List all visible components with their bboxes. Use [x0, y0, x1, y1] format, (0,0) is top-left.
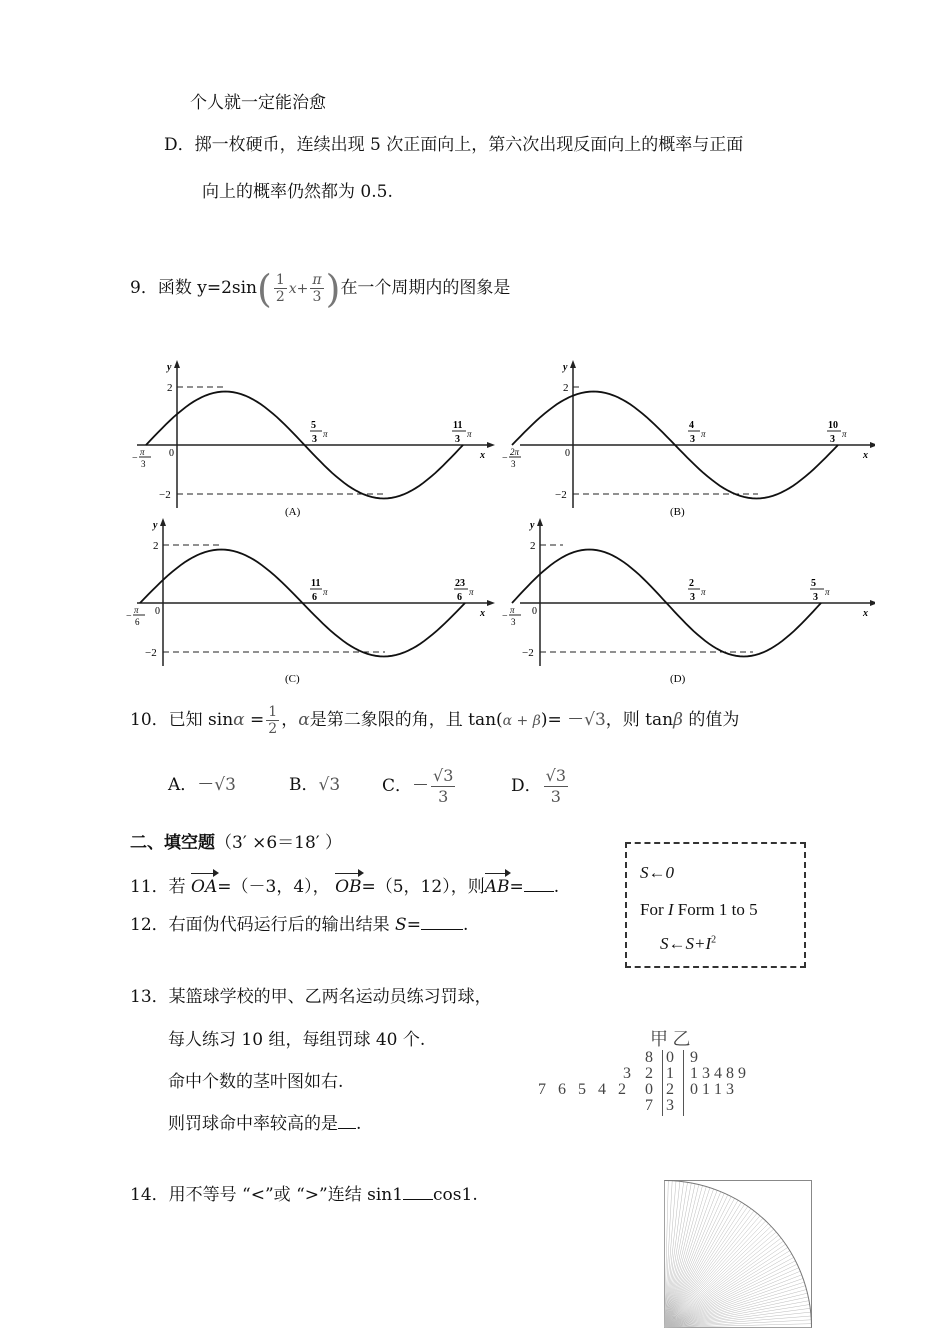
question-10	[130, 698, 739, 743]
y-min-label: −2	[555, 489, 567, 501]
x-axis-arrow-icon	[870, 600, 875, 606]
option-a	[168, 774, 236, 796]
alpha-symbol: α	[298, 710, 310, 730]
vector-oa: OA	[191, 872, 217, 898]
graph-caption: (A)	[285, 506, 301, 518]
section-2-heading	[130, 832, 342, 854]
equals: =	[244, 710, 265, 730]
origin-label: 0	[565, 448, 570, 459]
ruo-text: 若	[168, 877, 186, 897]
x-axis-label: x	[480, 450, 485, 461]
y-max-label: 2	[153, 540, 159, 552]
y-axis-arrow-icon	[537, 518, 543, 526]
left-leaf: 2	[645, 1065, 653, 1082]
y-min-label: −2	[159, 489, 171, 501]
sine-graph-b	[502, 360, 875, 518]
y-axis-label: y	[563, 362, 568, 373]
left-tick-num: π	[134, 605, 139, 615]
fraction-num: √3	[433, 766, 454, 785]
option-value: √3	[318, 775, 341, 795]
option-d	[511, 766, 570, 807]
plus-sign: +	[296, 281, 309, 297]
graph-caption: (C)	[285, 673, 300, 685]
vector-ob: OB	[335, 872, 361, 898]
question-11: 11．若 OA=（－3，4）， OB=（5，12），则AB= .	[130, 872, 559, 898]
right-tick-pi: π	[467, 429, 472, 439]
mid-tick-pi: π	[701, 429, 706, 439]
fraction-num: 1	[268, 704, 278, 720]
mid-tick-pi: π	[701, 587, 706, 597]
fraction-den: 3	[438, 787, 449, 806]
answer-blank	[524, 891, 554, 892]
left-tick-num: π	[140, 447, 145, 457]
question-13-line3: 命中个数的茎叶图如右.	[168, 1072, 344, 1092]
y-max-label: 2	[563, 382, 569, 394]
x-axis-label: x	[863, 450, 868, 461]
code-line-2	[640, 900, 758, 920]
radial-line	[665, 1197, 732, 1328]
option-b	[289, 774, 340, 796]
sine-graph-d	[502, 518, 875, 685]
fraction-num: √3	[545, 766, 567, 785]
left-tick-minus: −	[502, 611, 508, 622]
left-tick-den: 6	[135, 617, 140, 627]
alpha-symbol: α	[233, 710, 245, 730]
period: .	[356, 1114, 362, 1134]
question-9	[130, 268, 510, 309]
question-9-suffix: 在一个周期内的图象是	[340, 278, 511, 298]
x-axis-label: x	[863, 608, 868, 619]
section-score: （3′ ×6＝18′ ）	[215, 833, 343, 853]
question-14	[130, 1184, 478, 1206]
question-10-number: 10．	[130, 710, 169, 730]
y-axis-label: y	[153, 520, 158, 531]
left-tick-minus: −	[502, 453, 508, 464]
right-leaf: 1 3 4 8 9	[690, 1065, 746, 1082]
s-variable: S	[395, 915, 407, 935]
left-leaf: 7	[645, 1097, 653, 1114]
question-10-text-f: 的值为	[682, 710, 740, 730]
question-10-text-d: )= －	[540, 710, 585, 730]
ob-value: =（5，12），则	[361, 877, 485, 897]
right-tick-den: 6	[457, 592, 462, 603]
mid-tick-den: 3	[690, 592, 695, 603]
right-leaf: 9	[690, 1049, 698, 1066]
radial-line	[665, 1254, 792, 1328]
question-9-number: 9．	[130, 278, 158, 298]
y-axis-label: y	[167, 362, 172, 373]
answer-blank	[403, 1199, 433, 1200]
mid-tick-num: 2	[689, 578, 694, 589]
stem-value: 2	[666, 1081, 674, 1098]
option-label: D．	[511, 776, 542, 796]
option-label: C．－	[382, 776, 430, 796]
origin-label: 0	[155, 606, 160, 617]
mid-tick-num: 5	[311, 420, 316, 431]
left-tick-den: 3	[511, 459, 516, 469]
x-variable: x	[288, 281, 297, 297]
question-10-text-a: 已知 sin	[168, 710, 234, 730]
question-12-number: 12．	[130, 915, 169, 935]
code-exponent: 2	[711, 934, 717, 946]
x-axis-arrow-icon	[870, 442, 875, 448]
mid-tick-pi: π	[323, 587, 328, 597]
stem-leaf-header: 甲 乙	[650, 1029, 691, 1049]
mid-tick-den: 3	[690, 434, 695, 445]
question-10-text-c: 是第二象限的角，且 tan(	[309, 710, 503, 730]
question-13-number: 13．	[130, 987, 169, 1007]
stem-value: 3	[666, 1097, 674, 1114]
equals: =	[509, 877, 524, 897]
y-axis-label: y	[530, 520, 535, 531]
fraction-pi-third	[310, 272, 323, 305]
fraction-half	[274, 272, 287, 305]
mid-tick-den: 6	[312, 592, 317, 603]
question-13-text: 某篮球学校的甲、乙两名运动员练习罚球，	[168, 987, 492, 1007]
sqrt-three: √3	[584, 710, 606, 730]
fraction-den: 2	[268, 721, 278, 737]
oa-value: =（－3，4），	[217, 877, 330, 897]
y-axis-arrow-icon	[570, 360, 576, 368]
left-paren: (	[257, 266, 272, 311]
fraction-den: 2	[275, 289, 285, 305]
question-14-text: 用不等号 “<”或 “>”连结 sin1	[168, 1185, 404, 1205]
mid-tick-pi: π	[323, 429, 328, 439]
right-tick-pi: π	[469, 587, 474, 597]
origin-label: 0	[532, 606, 537, 617]
sine-graph-options	[125, 350, 875, 695]
radial-line	[665, 1297, 809, 1328]
graph-caption: (D)	[670, 673, 686, 685]
alpha-plus-beta: α + β	[502, 713, 541, 729]
option-c	[382, 766, 457, 807]
option-value: √3	[214, 775, 236, 795]
question-14-end: cos1.	[433, 1185, 478, 1205]
question-12: 12．右面伪代码运行后的输出结果 S= .	[130, 915, 469, 935]
left-tick-minus: −	[126, 611, 132, 622]
comma: ，	[281, 710, 299, 730]
y-axis-arrow-icon	[174, 360, 180, 368]
question-11-number: 11．	[130, 877, 169, 897]
right-paren: )	[325, 266, 341, 311]
previous-option-tail: 个人就一定能治愈	[190, 93, 326, 113]
fraction-den: 3	[312, 289, 322, 305]
question-13-text: 则罚球命中率较高的是	[168, 1114, 338, 1134]
question-14-number: 14．	[130, 1185, 169, 1205]
code-range: Form 1 to 5	[673, 900, 758, 919]
left-tick-den: 3	[511, 617, 516, 627]
code-line-1: S←0	[640, 863, 674, 882]
question-10-text-e: ，则 tan	[605, 710, 674, 730]
left-leaf-extra: 3	[623, 1065, 631, 1082]
section-title: 二、填空题	[130, 833, 215, 853]
vector-ab: AB	[485, 872, 510, 898]
x-axis-arrow-icon	[487, 600, 495, 606]
option-d-line2: 向上的概率仍然都为 0.5.	[202, 182, 393, 202]
divider-right	[683, 1050, 684, 1116]
quarter-circle-figure	[664, 1180, 814, 1330]
left-leaf: 8	[645, 1049, 653, 1066]
radial-line	[665, 1261, 796, 1328]
sine-graph-a	[132, 360, 495, 518]
code-i: I	[667, 900, 674, 919]
option-fraction	[544, 766, 568, 807]
question-13-line4	[168, 1113, 361, 1135]
code-for: For	[640, 900, 668, 919]
mid-tick-num: 11	[311, 578, 321, 589]
option-label: B．	[289, 775, 319, 795]
x-axis-arrow-icon	[487, 442, 495, 448]
left-leaf: 0	[645, 1081, 653, 1098]
right-tick-num: 23	[455, 578, 465, 589]
fraction-one-half	[266, 704, 279, 737]
left-leaf-extra: 7 6 5 4 2	[538, 1081, 630, 1098]
right-tick-pi: π	[842, 429, 847, 439]
equals: =	[406, 915, 421, 935]
beta-symbol: β	[673, 710, 683, 730]
sine-graph-c	[126, 518, 495, 685]
radial-line	[665, 1184, 696, 1328]
question-13-line2: 每人练习 10 组，每组罚球 40 个.	[168, 1030, 426, 1050]
left-tick-den: 3	[141, 459, 146, 469]
y-min-label: −2	[522, 647, 534, 659]
option-d-line1: D．掷一枚硬币，连续出现 5 次正面向上，第六次出现反面向上的概率与正面	[164, 135, 744, 155]
stem-value: 0	[666, 1049, 674, 1066]
right-tick-den: 3	[455, 434, 460, 445]
code-line-3	[660, 934, 716, 954]
mid-tick-den: 3	[312, 434, 317, 445]
right-tick-num: 5	[811, 578, 816, 589]
origin-label: 0	[169, 448, 174, 459]
fraction-den: 3	[550, 787, 561, 806]
left-tick-num: 2π	[510, 447, 520, 457]
left-tick-num: π	[510, 605, 515, 615]
option-fraction	[431, 766, 455, 807]
y-max-label: 2	[530, 540, 536, 552]
code-assign: S←S+I	[660, 934, 712, 953]
right-tick-den: 3	[830, 434, 835, 445]
right-tick-den: 3	[813, 592, 818, 603]
y-axis-arrow-icon	[160, 518, 166, 526]
answer-blank	[338, 1128, 356, 1129]
fraction-num: π	[312, 272, 322, 288]
y-max-label: 2	[167, 382, 173, 394]
x-axis-label: x	[480, 608, 485, 619]
right-tick-num: 10	[828, 420, 838, 431]
pseudo-code-box	[625, 842, 806, 968]
answer-blank	[421, 929, 463, 930]
right-tick-num: 11	[453, 420, 463, 431]
y-min-label: −2	[145, 647, 157, 659]
fraction-num: 1	[275, 272, 285, 288]
right-tick-pi: π	[825, 587, 830, 597]
question-9-prefix: 函数 y=2sin	[157, 278, 258, 298]
question-13-line1	[130, 986, 492, 1008]
left-tick-minus: −	[132, 453, 138, 464]
divider-left	[662, 1050, 663, 1116]
option-label: A．－	[168, 775, 215, 795]
graph-caption: (B)	[670, 506, 685, 518]
question-12-text: 右面伪代码运行后的输出结果	[168, 915, 396, 935]
stem-value: 1	[666, 1065, 674, 1082]
right-leaf: 0 1 1 3	[690, 1081, 734, 1098]
radial-line	[665, 1200, 739, 1327]
mid-tick-num: 4	[689, 420, 694, 431]
